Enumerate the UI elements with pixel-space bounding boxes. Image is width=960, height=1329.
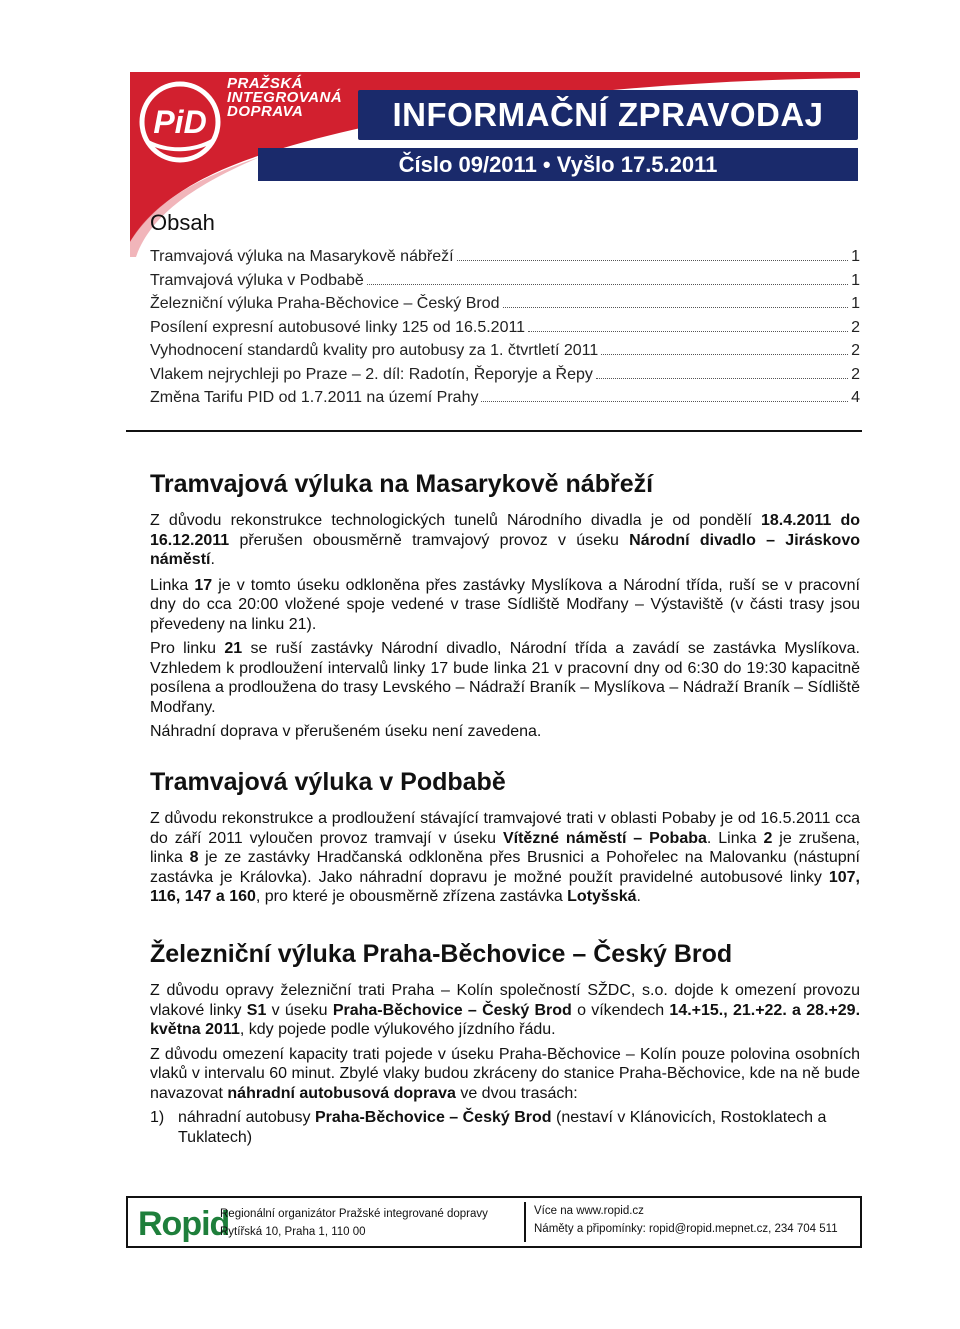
paragraph: Pro linku 21 se ruší zastávky Národní divadlo, Národní třída a zavádí se zastávka Myslíkova. Vzhledem k prodloužení intervalů linky 17 bude linka 21 v pracovní dny od 6:30 do 19:30 kapacitně posílena a prodloužena do trasy Levského – Nádraží Braník – Myslíkova – Nádraží Braník – Sídliště Modřany. [150, 640, 861, 716]
table-of-contents [150, 245, 860, 410]
toc-item[interactable] [150, 245, 860, 269]
newsletter-header [130, 72, 860, 257]
footer-organizer [220, 1205, 488, 1241]
paragraph: Náhradní doprava v přerušeném úseku není zavedena. [150, 723, 542, 740]
svg-text:PiD: PiD [153, 104, 207, 140]
ropid-logo-text: Ropid [138, 1205, 230, 1243]
toc-item[interactable] [150, 339, 860, 363]
paragraph: Linka 17 je v tomto úseku odkloněna přes zastávky Myslíkova a Národní třída, ruší se v pracovní dny do cca 20:00 vložené spoje vedené v trase Sídliště Modřany – Výstaviště (v části trasy jsou převedeny na linku 21). [150, 576, 860, 633]
toc-item-text: Posílení expresní autobusové linky 125 od 16.5.2011 [150, 318, 526, 336]
section-heading: Tramvajová výluka v Podbabě [150, 768, 506, 796]
toc-leader [481, 400, 848, 402]
toc-item[interactable] [150, 386, 860, 410]
brand-name [227, 77, 342, 119]
section-podbaba [150, 768, 860, 907]
footer-org-name: Regionální organizátor Pražské integrované dopravy [220, 1208, 488, 1220]
toc-item[interactable] [150, 292, 860, 316]
issue-subtitle: Číslo 09/2011 • Vyšlo 17.5.2011 [258, 148, 858, 181]
toc-item-text: Vlakem nejrychleji po Praze – 2. díl: Radotín, Řeporyje a Řepy [150, 365, 593, 383]
footer-contact [524, 1202, 838, 1242]
toc-item-page: 1 [851, 271, 860, 289]
list-text: náhradní autobusy Praha-Běchovice – Český Brod (nestaví v Klánovicích, Rostoklatech a Tuklatech) [178, 1109, 827, 1146]
toc-item-page: 1 [851, 295, 860, 312]
toc-item[interactable] [150, 269, 860, 293]
ropid-logo [138, 1204, 229, 1244]
toc-item-text: Tramvajová výluka v Podbabě [150, 271, 364, 289]
section-bechovice [150, 940, 860, 1147]
footer-address: Rytířská 10, Praha 1, 110 00 [220, 1226, 366, 1238]
toc-leader [457, 259, 849, 261]
toc-item-page: 2 [851, 318, 860, 336]
footer-website-link[interactable]: Více na www.ropid.cz [534, 1205, 644, 1217]
paragraph: Z důvodu opravy železniční trati Praha – Kolín společností SŽDC, s.o. dojde k omezení provozu vlakové linky S1 v úseku Praha-Běchovice – Český Brod o víkendech 14.+15., 21.+22. a 28.+29. května 2011, kdy pojede podle výlukového jízdního řádu. [150, 982, 861, 1038]
toc-item-page: 2 [851, 365, 860, 383]
paragraph: Z důvodu rekonstrukce a prodloužení stávající tramvajové trati v oblasti Pobaby je od 16.5.2011 cca do září 2011 vyloučen provoz tramvají v úseku Vítězné náměstí – Pobaba. Linka 2 je zrušena, linka 8 je ze zastávky Hradčanská odkloněna přes Brusnici a Pohořelec na Malovanku (nástupní zastávka je Královka). Jako náhradní dopravu je možné použít pravidelné autobusové linky 107, 116, 147 a 160, pro které je obousměrně zřízena zastávka Lotyšská. [150, 810, 860, 905]
toc-leader [601, 353, 848, 355]
toc-leader [367, 283, 848, 285]
paragraph: Z důvodu omezení kapacity trati pojede v úseku Praha-Běchovice – Kolín pouze polovina osobních vlaků v intervalu 60 minut. Zbylé vlaky budou zkráceny do stanice Praha-Běchovice, kde na ně bude navazovat náhradní autobusová doprava ve dvou trasách: [150, 1045, 860, 1102]
footer-email-phone[interactable]: Náměty a připomínky: ropid@ropid.mepnet.cz, 234 704 511 [534, 1223, 838, 1235]
toc-item[interactable] [150, 363, 860, 387]
toc-item-text: Změna Tarifu PID od 1.7.2011 na území Prahy [150, 389, 479, 406]
page-footer [126, 1196, 862, 1248]
toc-item[interactable] [150, 316, 860, 340]
list-item [150, 1108, 860, 1147]
toc-leader [596, 377, 848, 379]
brand-line-3: DOPRAVA [227, 103, 304, 120]
section-heading: Železniční výluka Praha-Běchovice – Český Brod [150, 940, 733, 968]
newsletter-title: INFORMAČNÍ ZPRAVODAJ [358, 90, 858, 140]
brand-line-2: INTEGROVANÁ [227, 89, 343, 106]
brand-line-1: PRAŽSKÁ [227, 75, 304, 92]
section-heading: Tramvajová výluka na Masarykově nábřeží [150, 470, 654, 498]
toc-item-page: 4 [851, 389, 860, 406]
toc-heading: Obsah [150, 210, 215, 235]
toc-item-text: Vyhodnocení standardů kvality pro autobusy za 1. čtvrtletí 2011 [150, 342, 599, 359]
toc-item-text: Tramvajová výluka na Masarykově nábřeží [150, 248, 454, 265]
toc-leader [528, 330, 848, 332]
toc-leader [503, 306, 849, 308]
toc-item-page: 1 [851, 248, 860, 265]
list-number: 1) [150, 1109, 165, 1126]
toc-item-text: Železniční výluka Praha-Běchovice – Český Brod [150, 295, 500, 312]
pid-logo-icon [138, 80, 222, 164]
paragraph: Z důvodu rekonstrukce technologických tunelů Národního divadla je od pondělí 18.4.2011 do 16.12.2011 přerušen obousměrně tramvajový provoz v úseku Národní divadlo – Jiráskovo náměstí. [150, 512, 861, 568]
toc-divider [126, 430, 862, 432]
section-masarykovo [150, 470, 860, 742]
toc-item-page: 2 [851, 342, 860, 359]
